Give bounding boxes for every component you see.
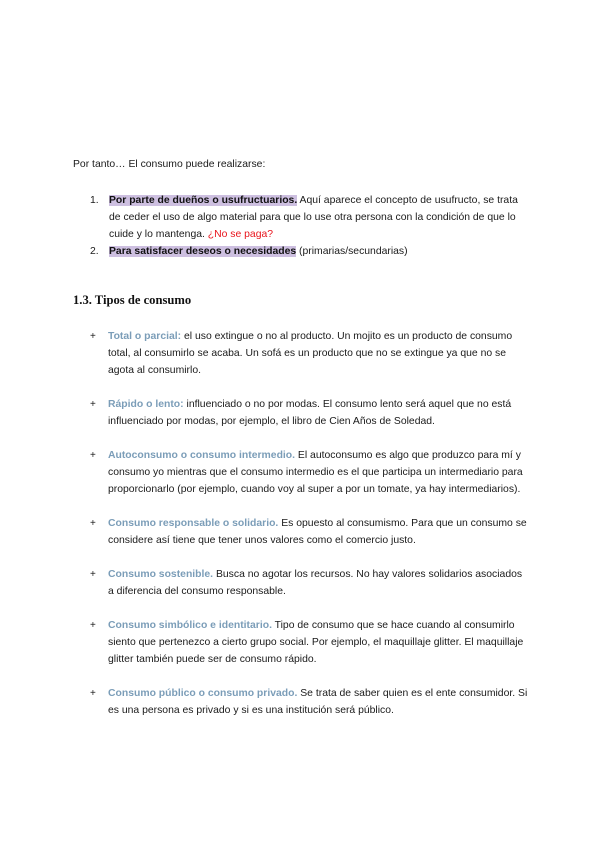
bullet-item (90, 617, 530, 668)
numbered-list (90, 192, 530, 260)
bullet-text: Se trata de saber quien es el ente consumidor. Si es una persona es privado y si es una institución será público. (108, 688, 528, 716)
plus-bullet-icon: + (90, 399, 96, 410)
bullet-term: Total o parcial: (108, 331, 182, 342)
bullet-item (90, 396, 530, 430)
bullet-item (90, 328, 530, 379)
section-heading: 1.3. Tipos de consumo (73, 293, 192, 307)
item-number: 1. (90, 195, 99, 206)
highlighted-term: Para satisfacer deseos o necesidades (109, 246, 297, 257)
red-question: ¿No se paga? (207, 229, 274, 240)
bullet-term: Consumo público o consumo privado. (108, 688, 298, 699)
bullet-text: el uso extingue o no al producto. Un mojito es un producto de consumo total, al consumirlo se acaba. Un sofá es un producto que no se extingue ya que no se agota al consumirlo. (108, 331, 513, 376)
item-text: Aquí aparece el concepto de usufructo, se trata de ceder el uso de algo material para que lo use otra persona con la condición de que lo cuide y lo mantenga. (109, 195, 518, 240)
plus-bullet-icon: + (90, 450, 96, 461)
plus-bullet-icon: + (90, 688, 96, 699)
bullet-term: Consumo responsable o solidario. (108, 518, 279, 529)
bullet-term: Autoconsumo o consumo intermedio. (108, 450, 296, 461)
bullet-text: Tipo de consumo que se hace cuando al consumirlo siento que pertenezco a cierto grupo social. Por ejemplo, el maquillaje glitter. El maquillaje glitter también puede ser de consumo rápido. (108, 620, 524, 665)
item-text: (primarias/secundarias) (296, 246, 408, 257)
bullet-item (90, 685, 530, 719)
plus-bullet-icon: + (90, 620, 96, 631)
plus-bullet-icon: + (90, 518, 96, 529)
bullet-term: Consumo simbólico e identitario. (108, 620, 272, 631)
bullet-item (90, 515, 530, 549)
plus-bullet-icon: + (90, 331, 96, 342)
bullet-text: influenciado o no por modas. El consumo lento será aquel que no está influenciado por modas, por ejemplo, el libro de Cien Años de Soledad. (108, 399, 512, 427)
bullet-term: Consumo sostenible. (108, 569, 214, 580)
bullet-item (90, 447, 530, 498)
bullet-text: El autoconsumo es algo que produzco para mí y consumo yo mientras que el consumo intermedio es el que participa un intermediario para proporcionarlo (por ejemplo, cuando voy al super a por un tomate, ya hay intermediarios). (108, 450, 523, 495)
item-number: 2. (90, 246, 99, 257)
numbered-item (90, 192, 530, 243)
plus-bullet-icon: + (90, 569, 96, 580)
bullet-term: Rápido o lento: (108, 399, 184, 410)
intro-text: Por tanto… El consumo puede realizarse: (73, 159, 266, 170)
numbered-item (90, 243, 530, 260)
bullet-text: Busca no agotar los recursos. No hay valores solidarios asociados a diferencia del consumo responsable. (108, 569, 523, 597)
highlighted-term: Por parte de dueños o usufructuarios. (109, 195, 298, 206)
bullet-list (90, 328, 530, 736)
bullet-text: Es opuesto al consumismo. Para que un consumo se considere así tiene que tener unos valores como el comercio justo. (108, 518, 527, 546)
bullet-item (90, 566, 530, 600)
